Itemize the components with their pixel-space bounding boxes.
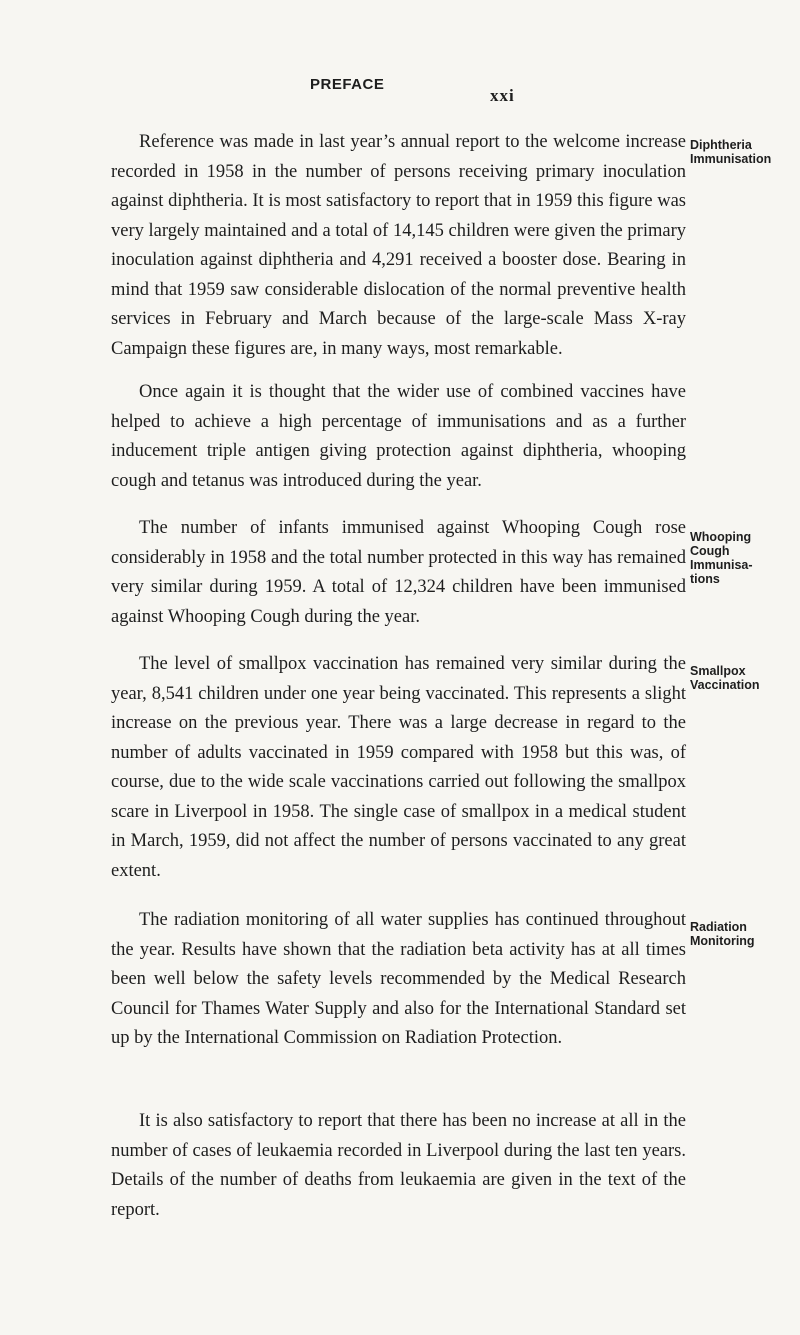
paragraph-diphtheria-2: Once again it is thought that the wider use of combined vaccines have helped to achieve a high percentage of immunisations and as a further inducement triple antigen giving protection against diphtheria, whooping cough and tetanus was introduced during the year. — [111, 382, 686, 491]
page-title: PREFACE — [310, 76, 385, 93]
paragraph-diphtheria-1: Reference was made in last year’s annual report to the welcome increase recorded in 1958 in the number of persons receiving primary inoculation against diphtheria. It is most satisfactory to report that in 1959 this figure was very largely maintained and a total of 14,145 children were given the primary inoculation against diphtheria and 4,291 received a booster dose. Bearing in mind that 1959 saw considerable dislocation of the normal preventive health services in February and March because of the large-scale Mass X-ray Campaign these figures are, in many ways, most remarkable. — [111, 132, 686, 359]
page-header — [0, 74, 800, 114]
side-heading-smallpox-vaccination: Smallpox Vaccination — [690, 664, 760, 692]
paragraph-whooping-cough: The number of infants immunised against Whooping Cough rose considerably in 1958 and the total number protected in this way has remained very similar during 1959. A total of 12,324 children have been immunised against Whooping Cough during the year. — [111, 518, 686, 627]
side-heading-radiation-monitoring: Radiation Monitoring — [690, 920, 755, 948]
paragraph-leukaemia: It is also satisfactory to report that there has been no increase at all in the number of cases of leukaemia recorded in Liverpool during the last ten years. Details of the number of deaths from leukaemia are given in the text of the report. — [111, 1111, 686, 1220]
paragraph-radiation: The radiation monitoring of all water supplies has continued throughout the year. Results have shown that the radiation beta activity has at all times been well below the safety levels recommended by the Medical Research Council for Thames Water Supply and also for the International Standard set up by the International Commission on Radiation Protection. — [111, 910, 686, 1048]
page-number: xxi — [490, 86, 515, 105]
side-heading-whooping-cough: Whooping Cough Immunisa- tions — [690, 530, 753, 586]
paragraph-smallpox: The level of smallpox vaccination has remained very similar during the year, 8,541 children under one year being vaccinated. This represents a slight increase on the previous year. There was a large decrease in regard to the number of adults vaccinated in 1959 compared with 1958 but this was, of course, due to the wide scale vaccinations carried out following the smallpox scare in Liverpool in 1958. The single case of smallpox in a medical student in March, 1959, did not affect the number of persons vaccinated to any great extent. — [111, 654, 686, 881]
side-heading-diphtheria-immunisation: Diphtheria Immunisation — [690, 138, 772, 166]
